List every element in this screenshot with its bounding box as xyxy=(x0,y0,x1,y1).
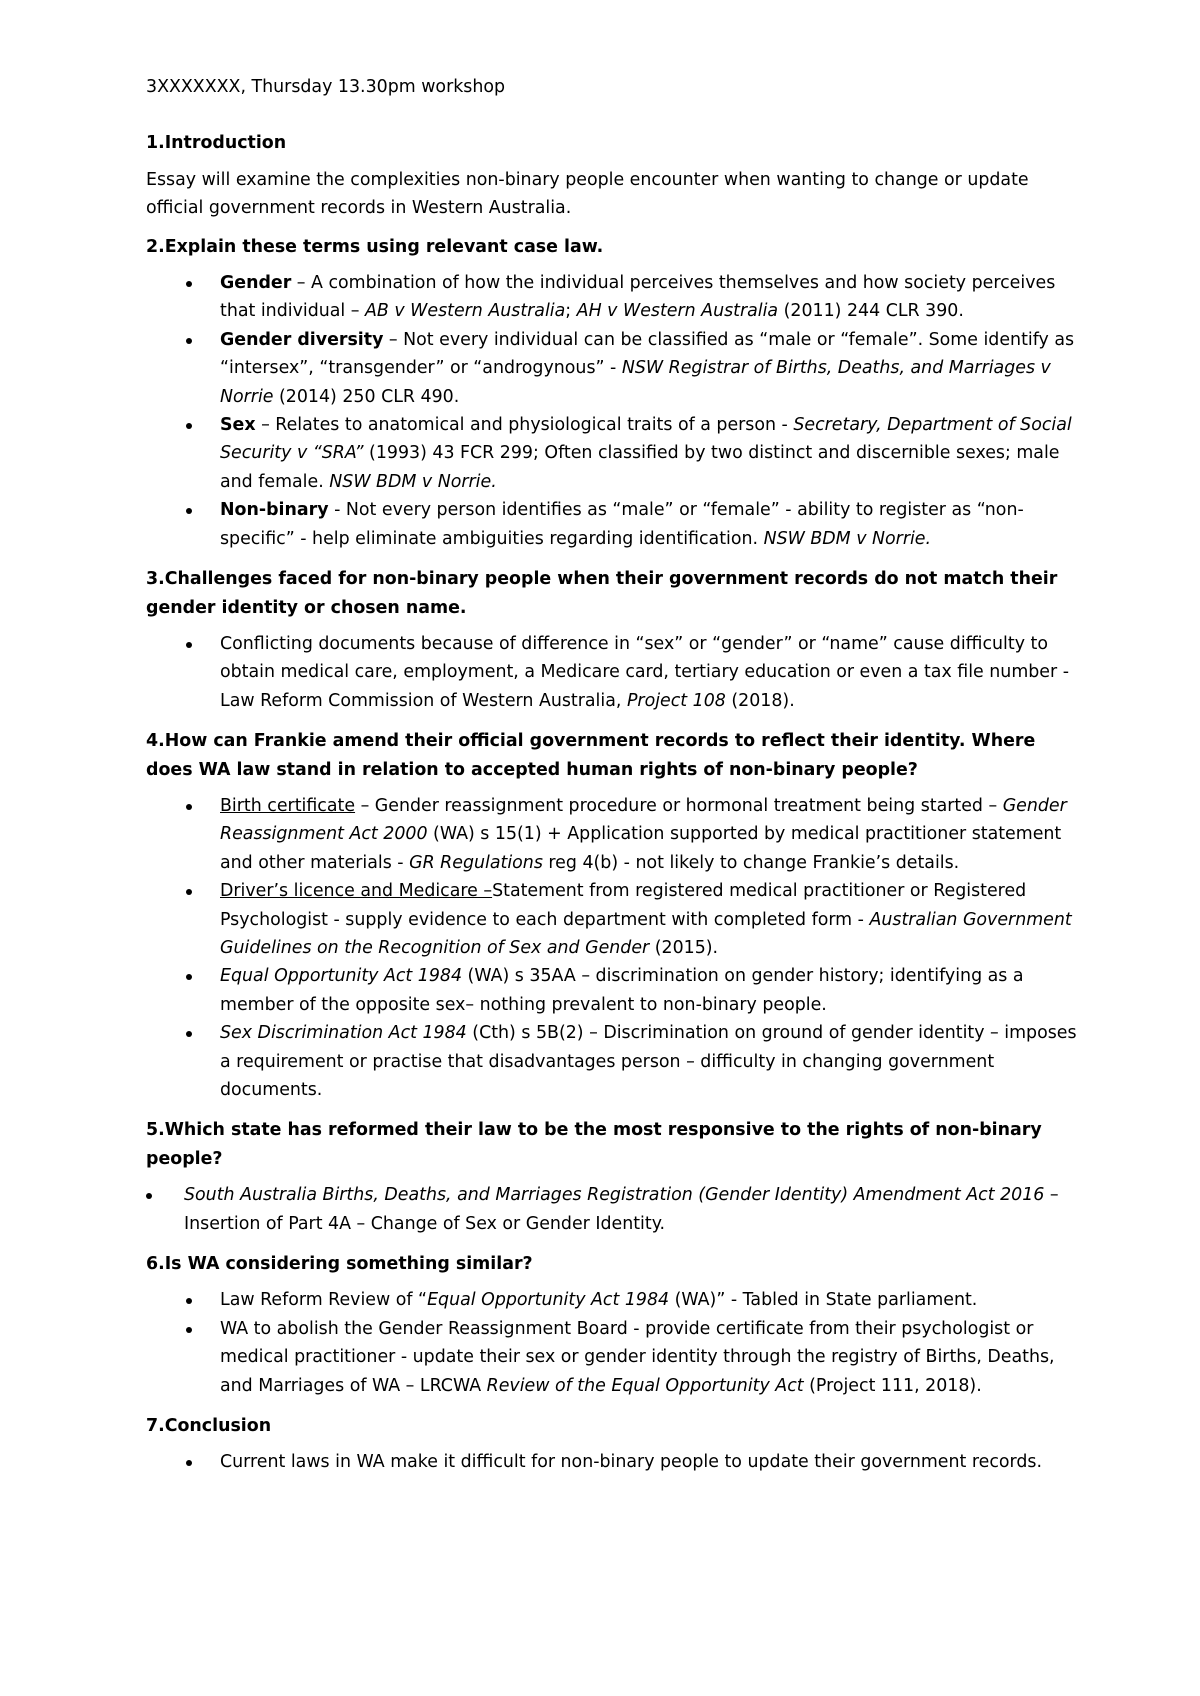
item-text: (2015). xyxy=(649,937,719,958)
list-item xyxy=(146,1286,1080,1314)
list-item xyxy=(146,1448,1080,1476)
item-text: WA to abolish the Gender Reassignment Board - provide certificate from their psychologist or medical practitioner - update their sex or gender identity through the registry of Births, Deaths, and Marriages of WA – LRCWA xyxy=(220,1318,1055,1396)
item-text: (1993) 43 FCR 299; Often classified by two distinct and discernible sexes; male and female. xyxy=(220,443,1060,492)
act-citation: Equal Opportunity Act 1984 xyxy=(427,1290,670,1311)
item-text: (WA) s 15(1) + Application supported by medical practitioner statement and other materials - xyxy=(220,824,1062,873)
item-text: (Cth) s 5B(2) – Discrimination on ground of gender identity – imposes a requirement or practise that disadvantages person – difficulty in changing government documents. xyxy=(220,1023,1077,1100)
item-text: (2014) 250 CLR 490. xyxy=(273,386,460,407)
act-citation: Australian Government Guidelines on the Recognition of Sex and Gender xyxy=(220,909,1072,958)
item-text: (2011) 244 CLR 390. xyxy=(778,301,964,322)
list-item xyxy=(146,1315,1080,1400)
case-citation: NSW BDM v Norrie. xyxy=(329,471,497,492)
bullet-icon xyxy=(146,1193,152,1199)
act-citation: Sex Discrimination Act 1984 xyxy=(220,1023,467,1044)
item-text: Current laws in WA make it difficult for non-binary people to update their government records. xyxy=(220,1452,1043,1473)
act-citation: Gender Reassignment Act 2000 xyxy=(220,795,1067,845)
list-item xyxy=(146,1019,1080,1104)
introduction-paragraph: Essay will examine the complexities non-binary people encounter when wanting to change or update official government records in Western Australia. xyxy=(146,169,1029,219)
list-item xyxy=(146,496,1080,553)
item-text: – Not every individual can be classified as “male or “female”. Some identify as “intersex”, “transgender” or “androgynous” - xyxy=(220,329,1075,379)
item-text: (WA)” - Tabled in State parliament. xyxy=(669,1290,978,1311)
item-text: Statement from registered medical practitioner or Registered Psychologist - supply evidence to each department with completed form - xyxy=(220,881,1027,930)
section-heading-introduction: 1.Introduction xyxy=(146,133,287,154)
term-label: Non-binary xyxy=(220,500,329,521)
section-heading-conclusion: 7.Conclusion xyxy=(146,1416,272,1437)
item-text: (WA) s 35AA – discrimination on gender history; identifying as a member of the opposite sex– nothing prevalent to non-binary people. xyxy=(220,966,1024,1015)
item-text: ; xyxy=(565,301,577,322)
term-label: Gender diversity xyxy=(220,329,384,350)
bullet-icon xyxy=(186,642,192,648)
challenges-list xyxy=(146,630,1080,715)
section-heading-terms: 2.Explain these terms using relevant case law. xyxy=(146,236,604,257)
underlined-label: Driver’s licence and Medicare – xyxy=(220,881,493,902)
case-citation: AB v Western Australia xyxy=(365,301,566,322)
section-heading-amend-records: 4.How can Frankie amend their official government records to reflect their identity. Where does WA law stand in relation to accepted human rights of non-binary people? xyxy=(146,731,1036,780)
list-item xyxy=(146,630,1080,715)
item-text: – Relates to anatomical and physiological traits of a person - xyxy=(255,415,794,436)
item-text: Law Reform Review of “ xyxy=(220,1290,428,1311)
list-item xyxy=(146,269,1080,326)
list-item xyxy=(146,877,1080,962)
term-label: Gender xyxy=(220,273,292,294)
term-label: Sex xyxy=(220,415,256,436)
act-citation: South Australia Births, Deaths, and Marriages Registration (Gender Identity) Amendment Act 2016 xyxy=(184,1185,1045,1206)
act-citation: Equal Opportunity Act 1984 xyxy=(220,966,463,987)
case-citation: Project 108 xyxy=(626,690,726,711)
conclusion-list xyxy=(146,1448,1080,1476)
item-text: - Not every person identifies as “male” or “female” - ability to register as “non-specific” - help eliminate ambiguities regarding identification. xyxy=(220,500,1024,549)
case-citation: NSW Registrar of Births, Deaths, and Marriages v Norrie xyxy=(220,358,1051,407)
list-item xyxy=(146,792,1080,877)
act-citation: GR Regulations xyxy=(409,852,543,873)
item-text: – A combination of how the individual perceives themselves and how society perceives that individual – xyxy=(220,273,1056,322)
amend-records-list xyxy=(146,792,1080,1104)
bullet-icon xyxy=(186,281,192,287)
item-text: reg 4(b) - not likely to change Frankie’s details. xyxy=(542,852,960,873)
case-citation: AH v Western Australia xyxy=(576,301,779,322)
list-item xyxy=(146,1181,1080,1238)
bullet-icon xyxy=(186,804,192,810)
item-text: Conflicting documents because of difference in “sex” or “gender” or “name” cause difficulty to obtain medical care, employment, a Medicare card, tertiary education or even a tax file number - Law Reform Commission of Western Australia, xyxy=(220,633,1069,711)
section-heading-state-reform: 5.Which state has reformed their law to be the most responsive to the rights of non-binary people? xyxy=(146,1120,1042,1169)
bullet-icon xyxy=(186,1031,192,1037)
bullet-icon xyxy=(186,338,192,344)
section-heading-challenges: 3.Challenges faced for non-binary people when their government records do not match their gender identity or chosen name. xyxy=(146,569,1058,618)
list-item xyxy=(146,411,1080,496)
bullet-icon xyxy=(186,889,192,895)
case-citation: Secretary, Department of Social Security v “SRA” xyxy=(220,415,1072,464)
terms-list xyxy=(146,269,1080,553)
item-text: – Gender reassignment procedure or hormonal treatment being started – xyxy=(355,795,1003,816)
item-text: (2018). xyxy=(725,690,795,711)
bullet-icon xyxy=(186,1327,192,1333)
bullet-icon xyxy=(186,1460,192,1466)
act-citation: Review of the Equal Opportunity Act xyxy=(486,1375,804,1396)
bullet-icon xyxy=(186,423,192,429)
bullet-icon xyxy=(186,974,192,980)
bullet-icon xyxy=(186,508,192,514)
bullet-icon xyxy=(186,1298,192,1304)
state-reform-list xyxy=(146,1181,1080,1238)
item-text: – Insertion of Part 4A – Change of Sex or Gender Identity. xyxy=(184,1185,1059,1234)
underlined-label: Birth certificate xyxy=(220,795,356,816)
case-citation: NSW BDM v Norrie. xyxy=(763,528,932,549)
list-item xyxy=(146,962,1080,1019)
list-item xyxy=(146,326,1080,411)
wa-similar-list xyxy=(146,1286,1080,1400)
item-text: (Project 111, 2018). xyxy=(803,1375,982,1396)
section-heading-wa-similar: 6.Is WA considering something similar? xyxy=(146,1254,533,1275)
student-header: 3XXXXXXX, Thursday 13.30pm workshop xyxy=(146,77,506,97)
